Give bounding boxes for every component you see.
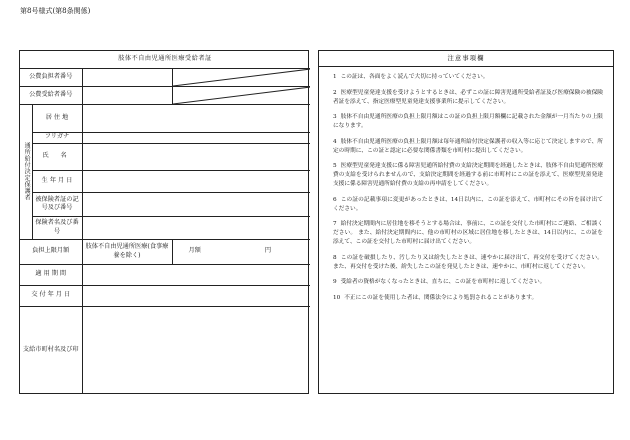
insured-mark-value: [82, 192, 310, 216]
burden-payer-number-value: [82, 68, 172, 86]
note-item: 5 医療型児童発達支援に係る障害児通所給付費の支給決定期間を経過したときは、肢体不自由児通所医療費の支給を受けられませんので、支給決定期間を経過する前に市町村にこの証を添えて、医療型児童発達支援に係る障害児通所給付費の支給の再申請をしてください。: [333, 163, 603, 187]
form-identifier: 第8号様式(第8条関係): [20, 7, 91, 15]
insured-mark-label: 被保険者証の記号及び番号: [32, 192, 82, 216]
recipient-number-label: 公費受給者番号: [20, 86, 82, 104]
recipient-number-blank: [172, 86, 310, 104]
name-label: 氏 名: [32, 143, 82, 170]
yen-label: 円: [264, 247, 272, 255]
note-item: 3 肢体不自由児通所医療の負担上限月額はこの証の負担上限月額欄に記載された金額が一月当たりの上限になります。: [333, 114, 603, 129]
application-period-label: 適 用 期 間: [20, 264, 82, 285]
dob-label: 生 年 月 日: [32, 170, 82, 192]
issue-date-label: 交 付 年 月 日: [20, 285, 82, 306]
burden-payer-number-label: 公費負担者番号: [20, 68, 82, 86]
monthly-label: 月額: [188, 247, 201, 255]
insurer-label: 保険者名及び番号: [32, 216, 82, 239]
note-item: 2 医療型児童発達支援を受けようとするときは、必ずこの証に障害児通所受給者証及び医療保険の被保険者証を添えて、指定医療型児童発達支援事業所に提示してください。: [333, 89, 603, 105]
certificate-table: [20, 51, 310, 393]
notes-panel: [318, 50, 614, 394]
dob-value: [82, 170, 310, 192]
notes-title: 注意事項欄: [319, 51, 613, 67]
guardian-group-label: 通所給付決定保護者: [20, 104, 32, 239]
certificate-title: 肢体不自由児通所医療受給者証: [20, 51, 310, 68]
burden-payer-number-blank: [172, 68, 310, 86]
notes-list: [319, 67, 613, 303]
note-item: 4 肢体不自由児通所医療の負担上限月額は毎年通所給付決定保護者の収入等に応じて決定しますので、所定の時期に、この証と認定に必要な関係書類を市町村に提出してください。: [333, 138, 603, 154]
note-item: 9 受給者の資格がなくなったときは、直ちに、この証を市町村に返してください。: [333, 279, 546, 285]
issue-date-value: [82, 285, 310, 306]
recipient-number-value: [82, 86, 172, 104]
municipality-seal-area: [82, 306, 310, 393]
furigana-label: フリガナ: [32, 132, 82, 143]
address-value: [82, 104, 310, 132]
note-item: 7 給付決定期間内に居住地を移そうとする場合は、事前に、この証を交付した市町村にご連絡、ご相談ください。 また、給付決定期間内に、他の市町村の区域に居住地を移したときは、14日以内に、この証を添えて、この証を交付した市町村に届け出てください。: [333, 221, 603, 245]
name-value: [82, 143, 310, 170]
insurer-value: [82, 216, 310, 239]
address-label: 居 住 地: [32, 104, 82, 132]
burden-limit-description: 肢体不自由児通所医療(食事療養を除く): [82, 239, 172, 264]
application-period-value: [82, 264, 310, 285]
municipality-label: 支給市町村名及び印: [20, 306, 82, 393]
monthly-amount-cell: [172, 239, 310, 264]
furigana-value: [82, 132, 310, 143]
note-item: 10 不正にこの証を使用した者は、関係法令により処罰されることがあります。: [333, 294, 538, 301]
certificate-panel: [19, 50, 309, 394]
note-item: 8 この証を破損したり、汚したり又は紛失したときは、速やかに届け出て、再交付を受けてください。 また、再交付を受けた後、紛失したこの証を発見したときは、速やかに、市町村に返してください。: [333, 254, 603, 270]
burden-limit-label: 負担上限月額: [20, 239, 82, 264]
note-item: 6 この証の記載事項に変更があったときは、14日以内に、この証を添えて、市町村にその旨を届け出てください。: [333, 196, 603, 212]
note-item: 1 この証は、各面をよく読んで大切に持っていてください。: [333, 74, 489, 80]
